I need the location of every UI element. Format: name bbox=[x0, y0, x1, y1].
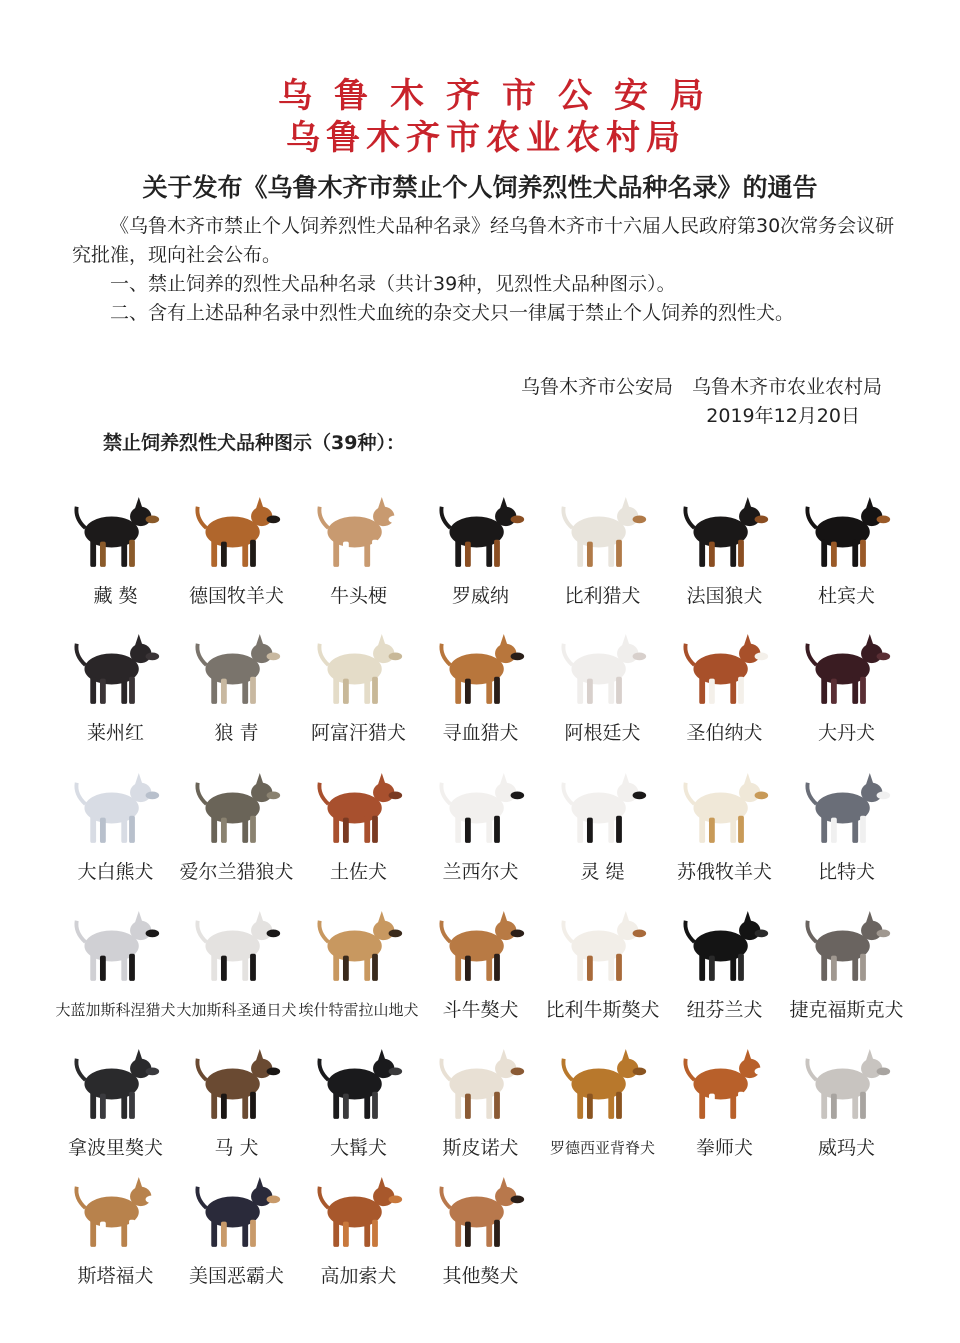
breed-card bbox=[664, 1037, 785, 1173]
breed-name: 法国狼犬 bbox=[686, 585, 763, 607]
breed-card bbox=[420, 899, 541, 1035]
dog-photo-icon bbox=[310, 765, 407, 849]
breed-card bbox=[55, 761, 176, 897]
breed-card bbox=[542, 622, 663, 758]
breed-card bbox=[176, 485, 297, 621]
breed-name: 埃什特雷拉山地犬 bbox=[298, 1001, 419, 1019]
breed-card bbox=[420, 1165, 541, 1301]
breed-card bbox=[176, 622, 297, 758]
breed-name: 斯皮诺犬 bbox=[442, 1137, 519, 1159]
breed-name: 阿富汗猎犬 bbox=[310, 722, 406, 744]
breed-name: 马 犬 bbox=[214, 1137, 259, 1159]
breed-name: 拳师犬 bbox=[695, 1137, 753, 1159]
breed-name: 斗牛獒犬 bbox=[442, 999, 519, 1021]
breed-card bbox=[664, 485, 785, 621]
dog-photo-icon bbox=[554, 489, 651, 573]
breed-name: 拿波里獒犬 bbox=[67, 1137, 163, 1159]
dog-photo-icon bbox=[188, 1041, 285, 1125]
dog-photo-icon bbox=[554, 903, 651, 987]
gallery-heading: 禁止饲养烈性犬品种图示（39种）： bbox=[103, 432, 405, 454]
dog-photo-icon bbox=[554, 765, 651, 849]
breed-name: 捷克福斯克犬 bbox=[789, 999, 904, 1021]
breed-name: 阿根廷犬 bbox=[564, 722, 641, 744]
breed-card bbox=[664, 622, 785, 758]
dog-photo-icon bbox=[432, 1169, 529, 1253]
breed-card bbox=[542, 1037, 663, 1173]
dog-photo-icon bbox=[188, 1169, 285, 1253]
breed-card bbox=[786, 761, 907, 897]
notice-item-2: 二、含有上述品种名录中烈性犬血统的杂交犬只一律属于禁止个人饲养的烈性犬。 bbox=[110, 302, 795, 324]
breed-name: 兰西尔犬 bbox=[442, 861, 519, 883]
breed-name: 威玛犬 bbox=[817, 1137, 875, 1159]
breed-card bbox=[176, 761, 297, 897]
breed-card bbox=[664, 899, 785, 1035]
breed-card bbox=[298, 485, 419, 621]
dog-photo-icon bbox=[432, 765, 529, 849]
dog-photo-icon bbox=[310, 489, 407, 573]
breed-name: 比特犬 bbox=[817, 861, 875, 883]
issuer-line-agriculture: 乌鲁木齐市农业农村局 bbox=[286, 118, 686, 158]
breed-card bbox=[298, 622, 419, 758]
breed-name: 杜宾犬 bbox=[817, 585, 875, 607]
breed-card bbox=[298, 899, 419, 1035]
breed-card bbox=[786, 899, 907, 1035]
notice-item-1: 一、禁止饲养的烈性犬品种名录（共计39种，见烈性犬品种图示）。 bbox=[110, 273, 676, 295]
dog-photo-icon bbox=[188, 765, 285, 849]
notice-paragraph: 《乌鲁木齐市禁止个人饲养烈性犬品种名录》经乌鲁木齐市十六届人民政府第30次常务会议研究批准，现向社会公布。 bbox=[72, 215, 895, 266]
breed-name: 罗德西亚背脊犬 bbox=[549, 1139, 655, 1157]
breed-name: 高加索犬 bbox=[320, 1265, 397, 1287]
dog-photo-icon bbox=[67, 1041, 164, 1125]
notice-date: 2019年12月20日 bbox=[706, 405, 860, 427]
dog-photo-icon bbox=[432, 626, 529, 710]
dog-photo-icon bbox=[676, 765, 773, 849]
breed-name: 苏俄牧羊犬 bbox=[676, 861, 772, 883]
breed-card bbox=[298, 1165, 419, 1301]
dog-photo-icon bbox=[188, 489, 285, 573]
breed-card bbox=[420, 1037, 541, 1173]
breed-name: 藏 獒 bbox=[93, 585, 138, 607]
dog-photo-icon bbox=[432, 903, 529, 987]
issuer-line-public-security: 乌鲁木齐市公安局 bbox=[278, 76, 726, 116]
breed-card bbox=[176, 1165, 297, 1301]
breed-name: 莱州红 bbox=[86, 722, 144, 744]
breed-name: 比利猎犬 bbox=[564, 585, 641, 607]
dog-photo-icon bbox=[554, 1041, 651, 1125]
breed-card bbox=[298, 761, 419, 897]
dog-photo-icon bbox=[798, 765, 895, 849]
breed-name: 罗威纳 bbox=[451, 585, 509, 607]
breed-name: 斯塔福犬 bbox=[77, 1265, 154, 1287]
breed-name: 爱尔兰猎狼犬 bbox=[179, 861, 294, 883]
breed-name: 牛头梗 bbox=[329, 585, 387, 607]
breed-name: 比利牛斯獒犬 bbox=[545, 999, 660, 1021]
dog-photo-icon bbox=[310, 903, 407, 987]
breed-card bbox=[176, 899, 297, 1035]
breed-card bbox=[176, 1037, 297, 1173]
breed-card bbox=[664, 761, 785, 897]
dog-photo-icon bbox=[188, 626, 285, 710]
dog-photo-icon bbox=[67, 765, 164, 849]
dog-photo-icon bbox=[310, 1169, 407, 1253]
dog-photo-icon bbox=[67, 903, 164, 987]
breed-name: 寻血猎犬 bbox=[442, 722, 519, 744]
dog-photo-icon bbox=[798, 626, 895, 710]
breed-card bbox=[542, 761, 663, 897]
dog-photo-icon bbox=[798, 1041, 895, 1125]
breed-card bbox=[55, 1165, 176, 1301]
dog-photo-icon bbox=[310, 1041, 407, 1125]
dog-photo-icon bbox=[432, 489, 529, 573]
breed-name: 纽芬兰犬 bbox=[686, 999, 763, 1021]
breed-name: 大髯犬 bbox=[329, 1137, 387, 1159]
breed-name: 土佐犬 bbox=[329, 861, 387, 883]
dog-photo-icon bbox=[67, 626, 164, 710]
dog-photo-icon bbox=[310, 626, 407, 710]
dog-photo-icon bbox=[554, 626, 651, 710]
breed-name: 德国牧羊犬 bbox=[188, 585, 284, 607]
breed-name: 大蓝加斯科涅猎犬 bbox=[55, 1001, 176, 1019]
breed-card bbox=[55, 485, 176, 621]
dog-photo-icon bbox=[188, 903, 285, 987]
breed-name: 大白熊犬 bbox=[77, 861, 154, 883]
breed-card bbox=[542, 485, 663, 621]
breed-card bbox=[786, 485, 907, 621]
breed-card bbox=[298, 1037, 419, 1173]
breed-card bbox=[420, 622, 541, 758]
dog-photo-icon bbox=[798, 489, 895, 573]
dog-photo-icon bbox=[432, 1041, 529, 1125]
dog-photo-icon bbox=[676, 1041, 773, 1125]
dog-photo-icon bbox=[67, 489, 164, 573]
dog-photo-icon bbox=[676, 903, 773, 987]
dog-photo-icon bbox=[676, 626, 773, 710]
signatories: 乌鲁木齐市公安局 乌鲁木齐市农业农村局 bbox=[520, 376, 882, 398]
breed-card bbox=[55, 1037, 176, 1173]
breed-name: 大丹犬 bbox=[817, 722, 875, 744]
breed-name: 圣伯纳犬 bbox=[686, 722, 763, 744]
breed-card bbox=[420, 485, 541, 621]
breed-name: 大加斯科圣通日犬 bbox=[176, 1001, 297, 1019]
breed-name: 狼 青 bbox=[214, 722, 259, 744]
breed-card bbox=[420, 761, 541, 897]
breed-card bbox=[55, 622, 176, 758]
breed-card bbox=[786, 1037, 907, 1173]
dog-photo-icon bbox=[67, 1169, 164, 1253]
breed-name: 灵 缇 bbox=[580, 861, 625, 883]
notice-title: 关于发布《乌鲁木齐市禁止个人饲养烈性犬品种名录》的通告 bbox=[142, 173, 818, 202]
breed-name: 美国恶霸犬 bbox=[188, 1265, 284, 1287]
dog-photo-icon bbox=[676, 489, 773, 573]
breed-name: 其他獒犬 bbox=[442, 1265, 519, 1287]
breed-card bbox=[786, 622, 907, 758]
dog-photo-icon bbox=[798, 903, 895, 987]
breed-card bbox=[542, 899, 663, 1035]
breed-card bbox=[55, 899, 176, 1035]
